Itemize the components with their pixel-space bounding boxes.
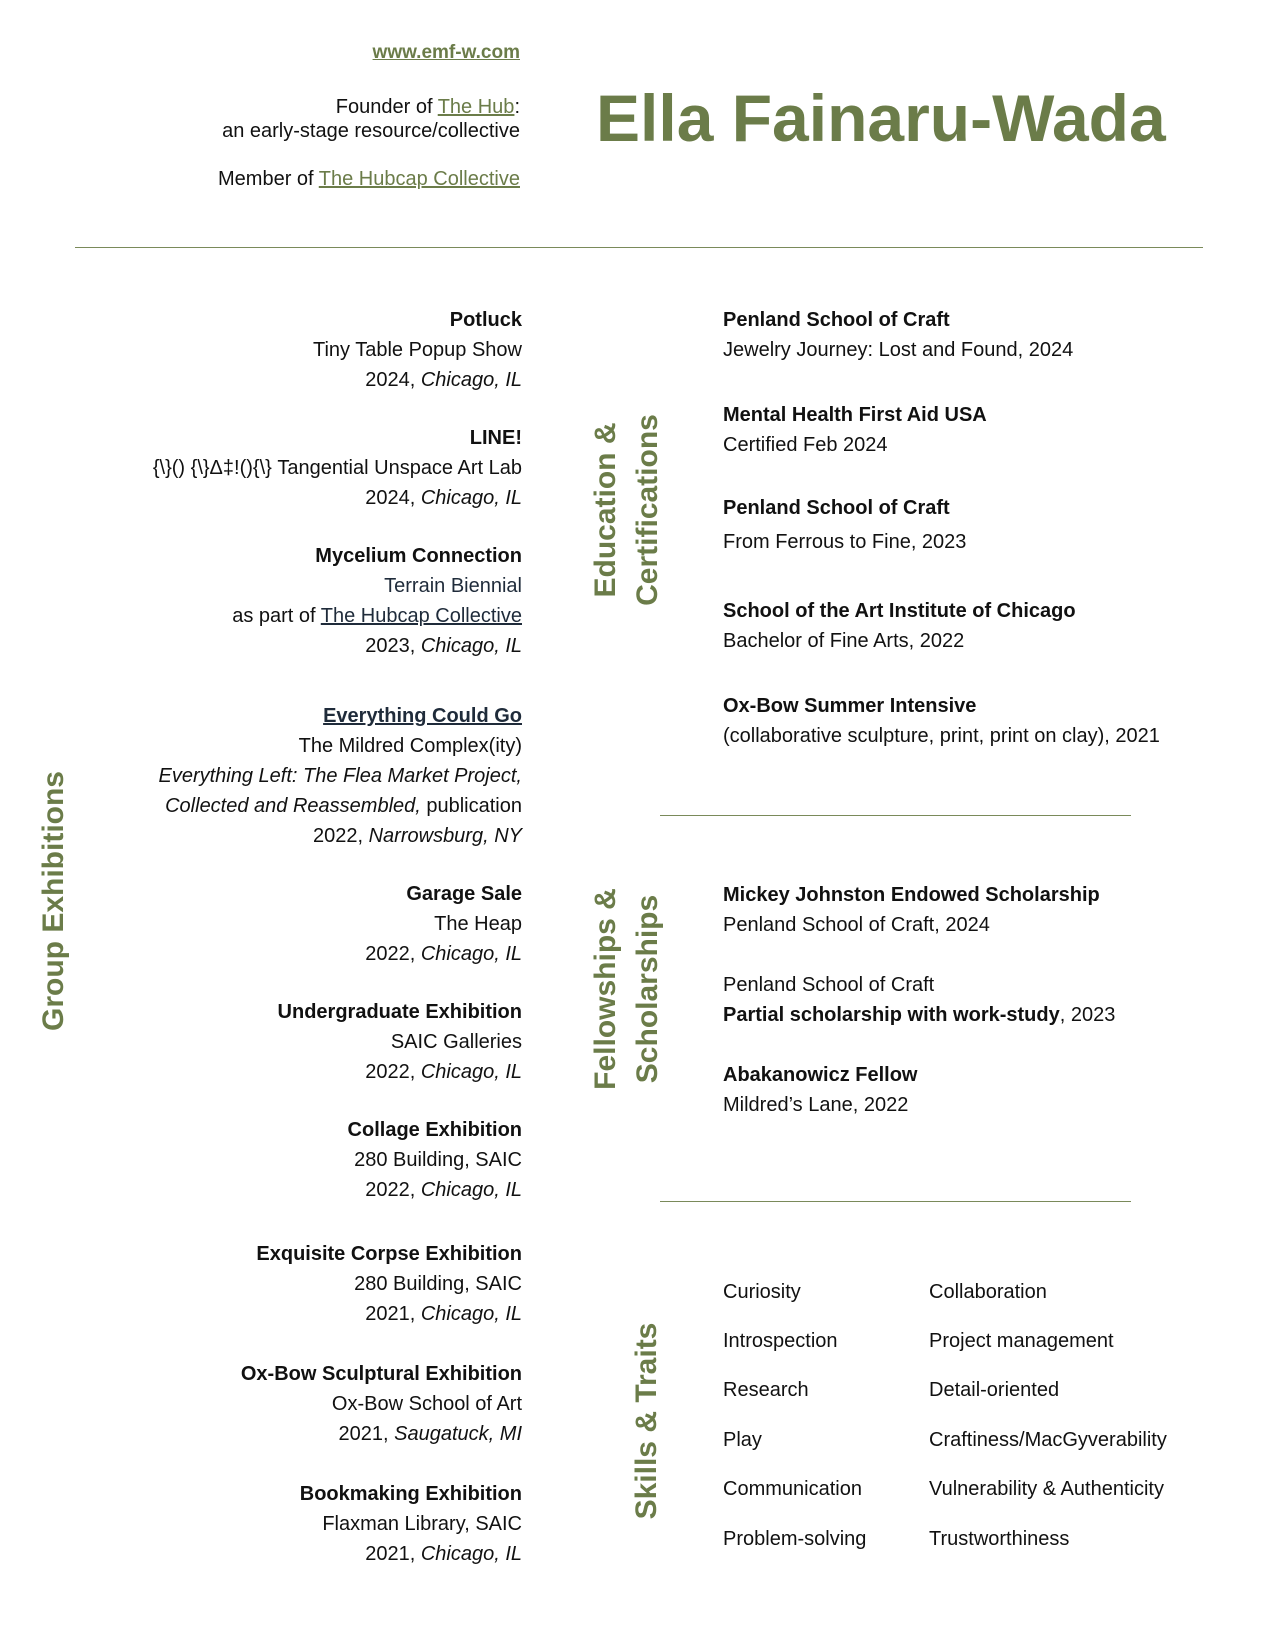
exhibition-part-of bbox=[120, 601, 522, 631]
exhibition-item bbox=[120, 879, 522, 969]
hubcap-collective-link[interactable]: The Hubcap Collective bbox=[318, 168, 520, 190]
exhibition-year: 2024, bbox=[365, 487, 421, 509]
education-detail: From Ferrous to Fine, 2023 bbox=[723, 531, 967, 553]
exhibition-year: 2021, bbox=[338, 1423, 395, 1445]
exhibition-item bbox=[120, 1239, 522, 1329]
skill-item: Research bbox=[723, 1379, 809, 1401]
skill-item: Curiosity bbox=[723, 1281, 801, 1303]
exhibition-venue: Flaxman Library, SAIC bbox=[322, 1513, 522, 1535]
exhibition-venue: The Mildred Complex(ity) bbox=[298, 735, 522, 757]
skill-item: Communication bbox=[723, 1478, 862, 1500]
exhibition-item bbox=[120, 1115, 522, 1205]
exhibition-list bbox=[120, 305, 522, 1569]
section-label-fellowships bbox=[585, 879, 669, 1099]
header-divider bbox=[75, 247, 1203, 248]
section-label-group-exhibitions: Group Exhibitions bbox=[37, 771, 70, 1031]
exhibition-item bbox=[120, 541, 522, 661]
exhibition-item bbox=[120, 997, 522, 1087]
founder-suffix: : bbox=[514, 96, 520, 118]
fellowship-item bbox=[723, 1060, 917, 1120]
education-label-line1: Education & bbox=[589, 422, 622, 598]
exhibition-year: 2023, bbox=[365, 635, 421, 657]
founder-block bbox=[100, 95, 520, 143]
exhibition-title: Mycelium Connection bbox=[315, 545, 522, 567]
education-divider bbox=[660, 815, 1131, 816]
fellowship-title: Partial scholarship with work-study bbox=[723, 1004, 1060, 1026]
exhibition-item bbox=[120, 701, 522, 851]
fellowship-item bbox=[723, 880, 1100, 940]
exhibition-item bbox=[120, 1359, 522, 1449]
member-prefix: Member of bbox=[218, 168, 319, 190]
exhibition-item bbox=[120, 305, 522, 395]
founder-description: an early-stage resource/collective bbox=[222, 120, 520, 142]
exhibition-place: Chicago, IL bbox=[420, 1179, 522, 1201]
exhibition-title: Collage Exhibition bbox=[347, 1119, 522, 1141]
skill-item: Project management bbox=[929, 1330, 1114, 1352]
fellowship-institution: Penland School of Craft bbox=[723, 974, 935, 996]
header-contact bbox=[100, 40, 520, 191]
exhibition-date-place bbox=[120, 1057, 522, 1087]
publication-title-line2: Collected and Reassembled, bbox=[165, 795, 421, 817]
education-item bbox=[723, 596, 1076, 656]
education-detail: Bachelor of Fine Arts, 2022 bbox=[723, 630, 965, 652]
website-link[interactable]: www.emf-w.com bbox=[372, 42, 520, 63]
exhibition-venue: 280 Building, SAIC bbox=[354, 1273, 522, 1295]
education-detail: Jewelry Journey: Lost and Found, 2024 bbox=[723, 339, 1074, 361]
exhibition-item bbox=[120, 1479, 522, 1569]
section-label-education bbox=[585, 410, 669, 610]
education-detail: Certified Feb 2024 bbox=[723, 434, 888, 456]
member-line bbox=[100, 167, 520, 191]
exhibition-place: Chicago, IL bbox=[420, 635, 522, 657]
skill-item: Introspection bbox=[723, 1330, 838, 1352]
exhibition-year: 2022, bbox=[365, 1179, 421, 1201]
skill-item: Vulnerability & Authenticity bbox=[929, 1478, 1164, 1500]
exhibition-venue: 280 Building, SAIC bbox=[354, 1149, 522, 1171]
fellowship-title: Mickey Johnston Endowed Scholarship bbox=[723, 884, 1100, 906]
publication-title-line1: Everything Left: The Flea Market Project, bbox=[158, 765, 522, 787]
exhibition-date-place bbox=[120, 1419, 522, 1449]
exhibition-title: Exquisite Corpse Exhibition bbox=[256, 1243, 522, 1265]
exhibition-title: Bookmaking Exhibition bbox=[299, 1483, 522, 1505]
exhibition-title: Potluck bbox=[449, 309, 522, 331]
exhibition-title: Garage Sale bbox=[406, 883, 522, 905]
education-item bbox=[723, 691, 1160, 751]
exhibition-date-place bbox=[120, 1299, 522, 1329]
skill-item: Play bbox=[723, 1429, 762, 1451]
exhibition-year: 2021, bbox=[365, 1303, 421, 1325]
fellowship-detail: Mildred’s Lane, 2022 bbox=[723, 1094, 909, 1116]
education-item bbox=[723, 400, 987, 460]
education-title: Penland School of Craft bbox=[723, 497, 950, 519]
exhibition-title: LINE! bbox=[469, 427, 522, 449]
exhibition-date-place bbox=[120, 1539, 522, 1569]
exhibition-date-place bbox=[120, 631, 522, 661]
exhibition-date-place bbox=[120, 1175, 522, 1205]
publication-label: publication bbox=[420, 795, 522, 817]
page-title: Ella Fainaru-Wada bbox=[596, 81, 1166, 155]
fellowship-title: Abakanowicz Fellow bbox=[723, 1064, 918, 1086]
exhibition-venue: Terrain Biennial bbox=[384, 575, 522, 597]
exhibition-venue: The Heap bbox=[434, 913, 522, 935]
exhibition-place: Chicago, IL bbox=[420, 1061, 522, 1083]
skill-item: Problem-solving bbox=[723, 1528, 867, 1550]
education-title: Penland School of Craft bbox=[723, 309, 950, 331]
fellowship-detail: Penland School of Craft, 2024 bbox=[723, 914, 990, 936]
education-title: School of the Art Institute of Chicago bbox=[723, 600, 1076, 622]
exhibition-place: Chicago, IL bbox=[420, 369, 522, 391]
exhibition-venue: Tiny Table Popup Show bbox=[312, 339, 522, 361]
exhibition-place: Chicago, IL bbox=[420, 943, 522, 965]
everything-could-go-link[interactable]: Everything Could Go bbox=[323, 705, 522, 727]
exhibition-venue: Ox-Bow School of Art bbox=[331, 1393, 522, 1415]
exhibition-year: 2022, bbox=[365, 1061, 421, 1083]
exhibition-year: 2022, bbox=[365, 943, 421, 965]
education-item bbox=[723, 305, 1073, 365]
exhibition-title: Undergraduate Exhibition bbox=[277, 1001, 522, 1023]
exhibition-year: 2024, bbox=[365, 369, 421, 391]
the-hub-link[interactable]: The Hub bbox=[437, 96, 515, 118]
exhibition-item bbox=[120, 423, 522, 513]
exhibition-place: Chicago, IL bbox=[420, 1303, 522, 1325]
exhibition-place: Narrowsburg, NY bbox=[368, 825, 522, 847]
education-detail: (collaborative sculpture, print, print on clay), 2021 bbox=[723, 725, 1160, 747]
exhibition-title: Ox-Bow Sculptural Exhibition bbox=[240, 1363, 522, 1385]
section-label-skills: Skills & Traits bbox=[630, 1322, 663, 1520]
founder-prefix: Founder of bbox=[335, 96, 438, 118]
exhibition-date-place bbox=[120, 939, 522, 969]
fellowships-label-line2: Scholarships bbox=[631, 894, 664, 1084]
fellowship-item bbox=[723, 970, 1115, 1030]
education-title: Mental Health First Aid USA bbox=[723, 404, 987, 426]
skill-item: Collaboration bbox=[929, 1281, 1047, 1303]
education-item bbox=[723, 493, 966, 557]
exhibition-date-place bbox=[120, 483, 522, 513]
exhibition-date-place bbox=[120, 365, 522, 395]
exhibition-place: Saugatuck, MI bbox=[394, 1423, 522, 1445]
fellowships-label-line1: Fellowships & bbox=[589, 888, 622, 1090]
exhibition-venue: SAIC Galleries bbox=[390, 1031, 522, 1053]
education-label-line2: Certifications bbox=[631, 414, 664, 606]
skill-item: Detail-oriented bbox=[929, 1379, 1060, 1401]
part-of-prefix: as part of bbox=[232, 605, 321, 627]
exhibition-place: Chicago, IL bbox=[420, 487, 522, 509]
fellowships-divider bbox=[660, 1201, 1131, 1202]
exhibition-date-place bbox=[120, 821, 522, 851]
exhibition-year: 2021, bbox=[365, 1543, 421, 1565]
exhibition-venue: {\}() {\}Δ‡!(){\} Tangential Unspace Art Lab bbox=[152, 457, 522, 479]
exhibition-place: Chicago, IL bbox=[420, 1543, 522, 1565]
fellowship-year: , 2023 bbox=[1059, 1004, 1116, 1026]
hubcap-collective-exhibition-link[interactable]: The Hubcap Collective bbox=[320, 605, 522, 627]
skill-item: Craftiness/MacGyverability bbox=[929, 1429, 1167, 1451]
education-title: Ox-Bow Summer Intensive bbox=[723, 695, 977, 717]
exhibition-year: 2022, bbox=[313, 825, 369, 847]
skill-item: Trustworthiness bbox=[929, 1528, 1070, 1550]
